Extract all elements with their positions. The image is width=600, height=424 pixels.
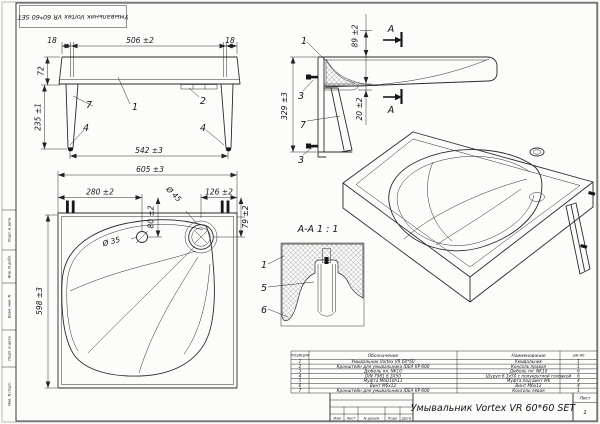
callout-5: 5 [260,283,268,294]
callout-2: 2 [199,96,207,107]
cell-designation: Дюбель пл. NK10 [364,368,402,374]
rev-col-data: Дата [401,416,412,421]
cell-qty: 1 [577,359,580,364]
cell-pos: 2 [298,363,302,369]
cell-pos: 4 [298,373,302,379]
sheet-label: Лист [579,395,591,401]
dim-605: 605 ±3 [136,165,164,174]
front-view [34,36,241,213]
dim-79: 79 ±2 [241,205,250,229]
cell-designation: Муфта М6D10h13 [363,378,403,384]
cell-pos: 7 [298,387,302,393]
cell-qty: 4 [577,378,580,384]
cell-designation: Умывальник Vortex VR 60*60 [351,359,415,364]
drawing-title: Умывальник Vortex VR 60*60 SET [410,403,576,414]
dim-18-right: 18 [225,36,235,45]
dim-80: 80 ±2 [146,205,156,229]
callout-4: 4 [82,123,90,134]
cell-pos: 5 [298,378,302,384]
dim-598: 598 ±3 [35,287,44,315]
rev-col-list: Лист [346,416,356,421]
rev-col-ndoc: N докум [363,416,380,421]
rev-col-podp: Подп [387,416,398,421]
isometric-view [343,132,596,302]
rev-col-izm: Изм [333,416,341,421]
dim-dia45: Ø 45 [164,184,184,204]
cell-name: Муфта под винт М6 [506,378,551,384]
cell-designation: Винт М6х12 [369,383,397,388]
col-header-designation: Обозначение [367,353,399,359]
stamp-title-flipped: Умывальник Vortex VR 60*60 SET [17,13,129,21]
cell-designation: Кронштейн для умывальника IDEA KP-600 [336,387,430,393]
cell-qty: 6 [577,373,580,379]
callout-1: 1 [260,260,268,271]
frame-cell-label: Подп. и дата [7,336,12,361]
cell-name: Умывальник [514,359,543,364]
cell-pos: 3 [298,368,302,374]
dim-18-left: 18 [47,36,57,45]
cell-pos: 6 [298,383,302,388]
cell-name: Винт М6х12 [515,383,542,388]
callout-1: 1 [131,102,139,113]
callout-7: 7 [85,100,93,111]
section-view [261,224,364,326]
parts-table [291,351,597,393]
dim-280: 280 ±2 [86,187,114,197]
col-header-name: Наименование [511,353,546,359]
callout-3: 3 [297,91,305,102]
dim-126: 126 ±2 [205,187,233,197]
dim-20: 20 ±2 [355,97,364,121]
callout-3: 3 [297,155,305,166]
callout-6: 6 [260,305,268,316]
dim-542: 542 ±3 [135,146,163,155]
dim-dia35: Ø 35 [101,234,122,249]
cell-designation: Кронштейн для умывальника IDEA KP-600 [336,363,430,369]
sheet-number: 1 [583,410,587,416]
title-block [330,393,597,421]
col-header-qty: а/К-80 [572,353,585,358]
cell-designation: DIN 7981 6.3X50 [365,373,401,379]
stamp-box [17,6,129,28]
callout-7: 7 [299,120,307,131]
cell-qty: 1 [577,363,580,369]
col-header-position: ПОЗИЦИЯ [290,353,310,358]
dim-89: 89 ±2 [350,24,360,48]
dim-235: 235 ±1 [33,103,43,131]
frame-cell-label: Инв. N подл. [7,382,12,406]
side-view [280,14,497,166]
cell-pos: 1 [298,359,302,364]
callout-1: 1 [300,36,308,47]
cell-qty: 1 [577,387,580,393]
cell-name: Шуруп 6.3х50 с полукруглой головкой [485,373,572,379]
callout-4: 4 [199,123,207,134]
dim-329: 329 ±3 [280,92,289,120]
frame-cell-label: Инв. N дубл. [7,254,12,279]
top-view [35,184,250,388]
dim-72: 72 [36,66,46,76]
cell-qty: 4 [577,383,580,388]
table-row [299,388,581,393]
section-title: А-А 1 : 1 [297,224,339,235]
cell-name: Консоль левая [512,387,545,393]
cell-qty: 6 [577,368,580,374]
cell-name: Дюбель пл. NK10 [509,368,548,374]
cell-name: Консоль правая [510,363,547,369]
section-letter-bottom: А [387,105,395,116]
frame-cell-label: Подп. и дата [7,217,12,243]
frame-cell-label: Взам. инв. N [7,294,12,319]
section-letter-top: А [387,24,395,35]
dim-506: 506 ±2 [126,36,154,45]
